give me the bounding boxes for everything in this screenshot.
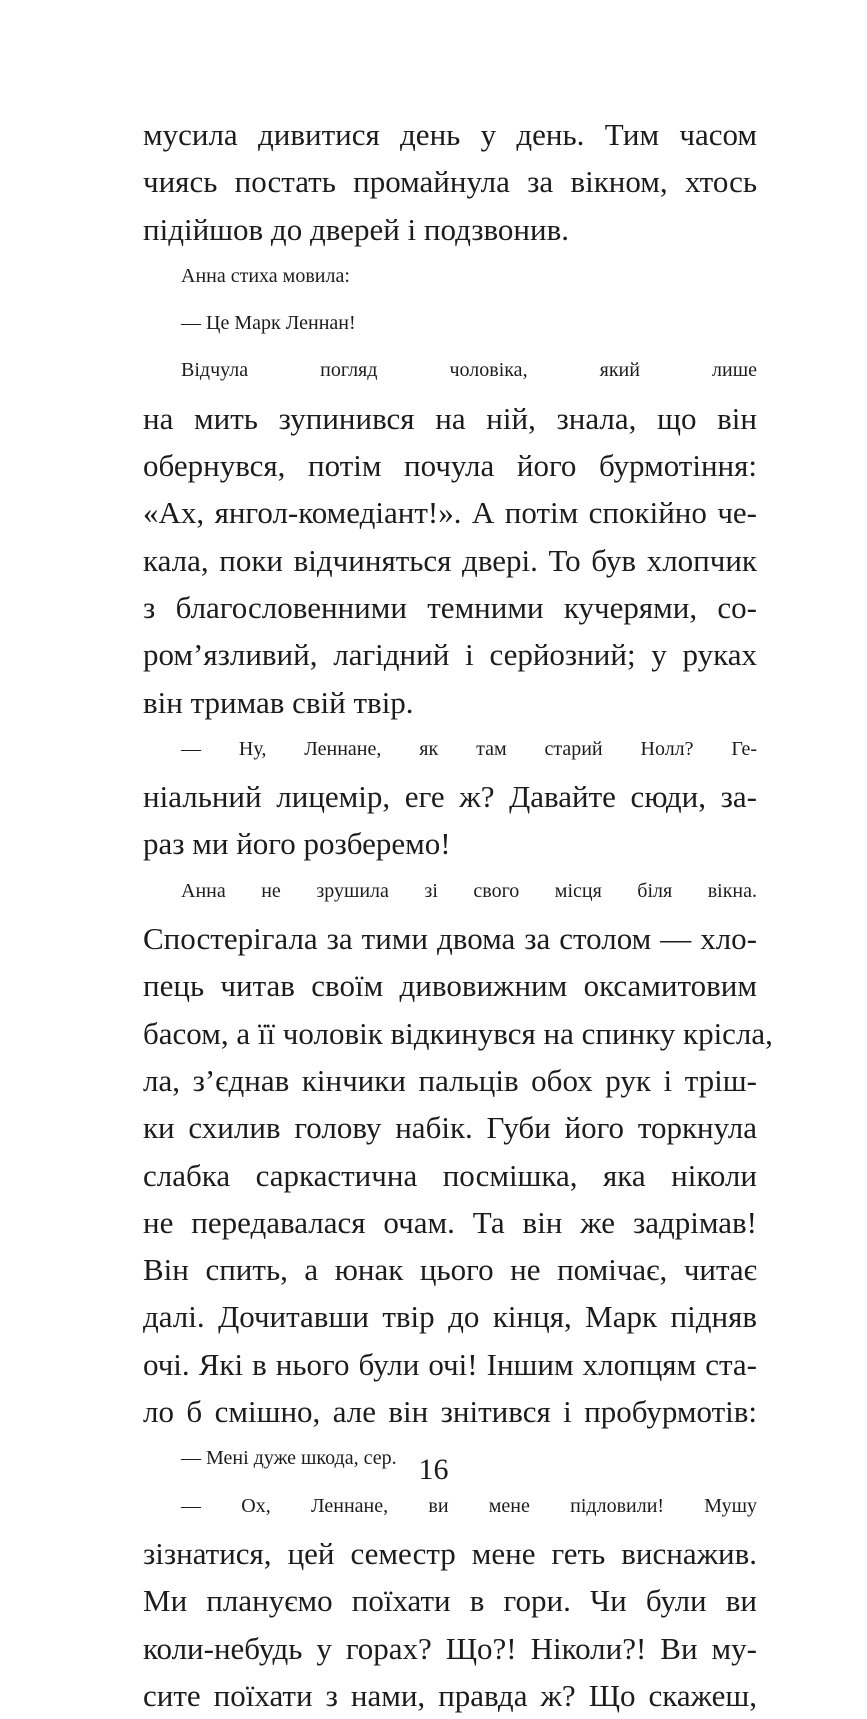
text-line: кала, поки відчиняться двері. То був хлопчик [143, 542, 757, 578]
text-line: далі. Дочитавши твір до кінця, Марк підняв [143, 1299, 757, 1335]
text-line: він тримав свій твір. [143, 684, 414, 720]
text-line: — Мені дуже шкода, сер. [181, 1447, 397, 1470]
text-line: підійшов до дверей і подзвонив. [143, 211, 569, 247]
text-line: пець читав своїм дивовижним оксамитовим [143, 968, 757, 1004]
text-line: раз ми його розберемо! [143, 826, 451, 862]
text-line: коли-небудь у горах? Що?! Ніколи?! Ви му- [143, 1630, 757, 1666]
text-line: ло б смішно, але він знітився і пробурмотів: [143, 1394, 757, 1430]
text-line: ніальний лицемір, еге ж? Давайте сюди, за- [143, 779, 757, 815]
text-line: обернувся, потім почула його бурмотіння: [143, 448, 757, 484]
text-line: чиясь постать промайнула за вікном, хтось [143, 164, 757, 200]
text-line: — Ох, Леннане, ви мене підловили! Мушу [181, 1494, 757, 1517]
text-line: Анна стиха мовила: [181, 264, 350, 287]
text-line: з благословенними темними кучерями, со- [143, 589, 757, 625]
text-line: ки схилив голову набік. Губи його торкнула [143, 1110, 757, 1146]
text-line: «Ах, янгол-комедіант!». А потім спокійно че- [143, 495, 757, 531]
text-line: — Ну, Леннане, як там старий Нолл? Ге- [181, 737, 757, 760]
text-line: слабка саркастична посмішка, яка ніколи [143, 1157, 757, 1193]
text-line: — Це Марк Леннан! [181, 312, 356, 335]
text-line: ла, з’єднав кінчики пальців обох рук і тріш- [143, 1062, 757, 1098]
text-line: на мить зупинився на ній, знала, що він [143, 400, 757, 436]
text-line: Він спить, а юнак цього не помічає, читає [143, 1252, 757, 1288]
text-line: зізнатися, цей семестр мене геть виснажив. [143, 1535, 757, 1571]
text-line: Анна не зрушила зі свого місця біля вікна. [181, 879, 757, 902]
text-line: очі. Які в нього були очі! Іншим хлопцям ста- [143, 1346, 757, 1382]
text-line: басом, а її чоловік відкинувся на спинку крісла, [143, 1015, 773, 1051]
text-line: Ми плануємо поїхати в гори. Чи були ви [143, 1583, 757, 1619]
text-line: ром’язливий, лагідний і серйозний; у руках [143, 637, 757, 673]
text-line: не передавалася очам. Та він же задрімав! [143, 1204, 757, 1240]
text-line: Відчула погляд чоловіка, який лише [181, 359, 757, 382]
text-line: мусила дивитися день у день. Тим часом [143, 117, 757, 152]
text-line: сите поїхати з нами, правда ж? Що скажеш, [143, 1677, 757, 1713]
text-line: Спостерігала за тими двома за столом — хло- [143, 921, 757, 957]
page-number: 16 [418, 1453, 449, 1486]
